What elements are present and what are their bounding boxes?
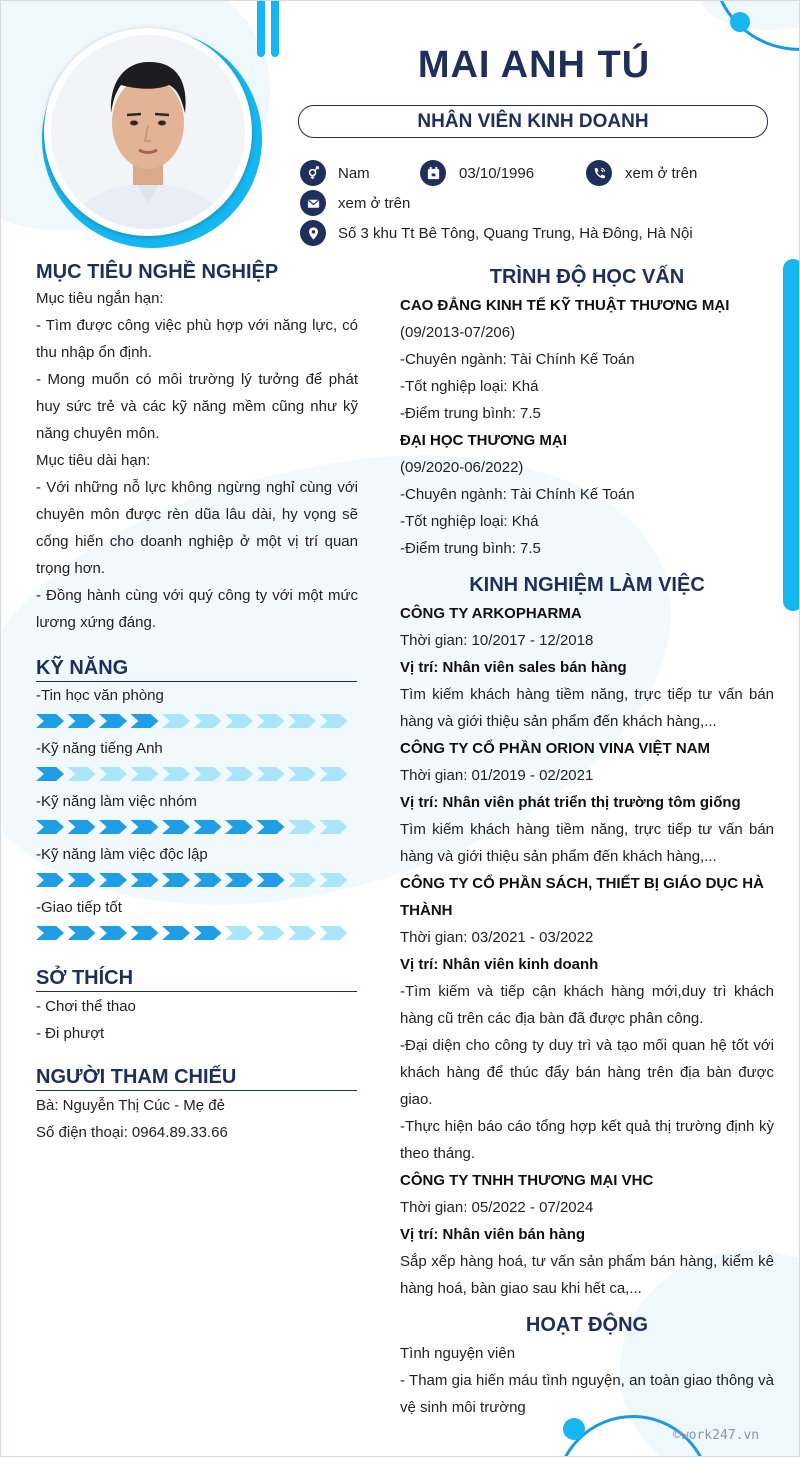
skill-item (36, 686, 357, 730)
school-major: -Chuyên ngành: Tài Chính Kế Toán (400, 351, 635, 368)
company-name: CÔNG TY CỔ PHẦN SÁCH, THIẾT BỊ GIÁO DỤC HÀ THÀNH (400, 875, 764, 919)
skill-item (36, 898, 357, 942)
rating-chevron-filled (36, 873, 64, 887)
watermark: ©work247.vn (673, 1428, 760, 1443)
job-period: Thời gian: 10/2017 - 12/2018 (400, 632, 594, 649)
job-title: NHÂN VIÊN KINH DOANH (298, 105, 768, 138)
job-position: Vị trí: Nhân viên bán hàng (400, 1226, 586, 1243)
rating-chevron-empty (194, 714, 222, 728)
rating-chevron-filled (131, 873, 159, 887)
school-name: CAO ĐẲNG KINH TẾ KỸ THUẬT THƯƠNG MẠI (400, 297, 730, 314)
rating-chevron-empty (99, 767, 127, 781)
avatar-portrait (51, 35, 245, 229)
location-icon (300, 220, 326, 246)
gender-icon (300, 160, 326, 186)
gender-text: Nam (338, 164, 370, 182)
activities-section (400, 1314, 774, 1421)
short-term-goal: - Tìm được công việc phù hợp với năng lực, có thu nhập ổn định. (36, 317, 358, 361)
company-name: CÔNG TY ARKOPHARMA (400, 605, 582, 622)
skill-item (36, 792, 357, 836)
rating-chevron-filled (36, 767, 64, 781)
rating-chevron-empty (320, 926, 348, 940)
hobby-item: - Chơi thể thao (36, 998, 136, 1015)
rating-chevron-filled (194, 926, 222, 940)
job-position: Vị trí: Nhân viên kinh doanh (400, 956, 599, 973)
experience-section (400, 574, 774, 1302)
rating-chevron-empty (288, 873, 316, 887)
reference-phone: Số điện thoại: 0964.89.33.66 (36, 1124, 228, 1141)
skill-name: -Kỹ năng tiếng Anh (36, 740, 163, 757)
rating-chevron-empty (257, 926, 285, 940)
rating-chevron-empty (288, 767, 316, 781)
email-item (300, 190, 410, 216)
rating-chevron-filled (99, 926, 127, 940)
rating-chevron-empty (225, 926, 253, 940)
rating-chevron-empty (257, 767, 285, 781)
address-text: Số 3 khu Tt Bê Tông, Quang Trung, Hà Đông, Hà Nội (338, 224, 693, 242)
job-description: Sắp xếp hàng hoá, tư vấn sản phẩm bán hàng, kiểm kê hàng hoá, bàn giao sau khi hết ca,... (400, 1253, 774, 1297)
rating-chevron-empty (225, 714, 253, 728)
job-period: Thời gian: 01/2019 - 02/2021 (400, 767, 594, 784)
skills-section (36, 657, 357, 942)
rating-chevron-filled (68, 714, 96, 728)
job-position: Vị trí: Nhân viên phát triển thị trường tôm giống (400, 794, 741, 811)
school-name: ĐẠI HỌC THƯƠNG MẠI (400, 432, 567, 449)
job-description: -Tìm kiếm và tiếp cận khách hàng mới,duy trì khách hàng cũ trên các địa bàn đã được phân công. (400, 983, 774, 1027)
activity-desc: - Tham gia hiến máu tình nguyện, an toàn giao thông và vệ sinh môi trường (400, 1372, 774, 1416)
job-block (400, 870, 774, 1167)
email-icon (300, 190, 326, 216)
job-description: Tìm kiếm khách hàng tiềm năng, trực tiếp tư vấn bán hàng và giới thiệu sản phẩm đến khách hàng,... (400, 686, 774, 730)
rating-chevron-filled (68, 873, 96, 887)
skills-list (36, 686, 357, 942)
phone-icon (586, 160, 612, 186)
rating-chevron-filled (225, 820, 253, 834)
skill-name: -Kỹ năng làm việc độc lập (36, 846, 208, 863)
skill-item (36, 739, 357, 783)
rating-chevron-empty (288, 820, 316, 834)
skill-name: -Kỹ năng làm việc nhóm (36, 793, 197, 810)
rating-chevron-empty (162, 714, 190, 728)
long-term-goal: - Đồng hành cùng với quý công ty với một mức lương xứng đáng. (36, 587, 358, 631)
rating-chevron-filled (131, 820, 159, 834)
skill-rating (36, 820, 357, 836)
address-item (300, 220, 693, 246)
school-gpa: -Điểm trung bình: 7.5 (400, 540, 541, 557)
phone-item (586, 160, 697, 186)
candidate-name: MAI ANH TÚ (417, 44, 651, 86)
school-gpa: -Điểm trung bình: 7.5 (400, 405, 541, 422)
activities-heading: HOẠT ĐỘNG (525, 1314, 649, 1336)
objective-section (36, 261, 358, 636)
school-grade: -Tốt nghiệp loại: Khá (400, 378, 539, 395)
rating-chevron-empty (131, 767, 159, 781)
skill-item (36, 845, 357, 889)
rating-chevron-empty (162, 767, 190, 781)
school-period: (09/2013-07/206) (400, 324, 516, 341)
activity-role: Tình nguyện viên (400, 1345, 516, 1362)
job-description: -Thực hiện báo cáo tổng hợp kết quả thị trường định kỳ theo tháng. (400, 1118, 774, 1162)
rating-chevron-filled (194, 820, 222, 834)
rating-chevron-filled (131, 926, 159, 940)
company-name: CÔNG TY CỔ PHẦN ORION VINA VIỆT NAM (400, 740, 711, 757)
education-section (400, 266, 774, 562)
job-position: Vị trí: Nhân viên sales bán hàng (400, 659, 627, 676)
objective-heading: MỤC TIÊU NGHỀ NGHIỆP (36, 261, 279, 283)
school-block (400, 427, 774, 562)
job-description: -Đại diện cho công ty duy trì và tạo mối quan hệ tốt với khách hàng để thúc đẩy bán hàng trên địa bàn được giao. (400, 1037, 774, 1108)
rating-chevron-filled (36, 820, 64, 834)
reference-heading: NGƯỜI THAM CHIẾU (36, 1066, 357, 1091)
rating-chevron-empty (225, 767, 253, 781)
job-block (400, 735, 774, 870)
rating-chevron-filled (36, 714, 64, 728)
school-major: -Chuyên ngành: Tài Chính Kế Toán (400, 486, 635, 503)
rating-chevron-empty (320, 873, 348, 887)
hobbies-section (36, 967, 357, 1047)
rating-chevron-filled (36, 926, 64, 940)
skill-name: -Tin học văn phòng (36, 687, 164, 704)
rating-chevron-filled (225, 873, 253, 887)
rating-chevron-filled (194, 873, 222, 887)
school-block (400, 292, 774, 427)
rating-chevron-filled (131, 714, 159, 728)
rating-chevron-filled (99, 820, 127, 834)
rating-chevron-empty (320, 820, 348, 834)
rating-chevron-filled (162, 926, 190, 940)
skill-rating (36, 926, 357, 942)
rating-chevron-empty (320, 767, 348, 781)
rating-chevron-filled (99, 714, 127, 728)
avatar (51, 35, 245, 229)
reference-person: Bà: Nguyễn Thị Cúc - Mẹ đẻ (36, 1097, 225, 1114)
job-period: Thời gian: 05/2022 - 07/2024 (400, 1199, 594, 1216)
rating-chevron-empty (68, 767, 96, 781)
rating-chevron-filled (162, 873, 190, 887)
jobs-list (400, 600, 774, 1302)
email-text: xem ở trên (338, 194, 411, 212)
calendar-icon (420, 160, 446, 186)
job-description: Tìm kiếm khách hàng tiềm năng, trực tiếp tư vấn bán hàng và giới thiệu sản phẩm đến khách hàng,... (400, 821, 774, 865)
skill-rating (36, 767, 357, 783)
long-term-goal: - Với những nỗ lực không ngừng nghỉ cùng với chuyên môn được rèn dũa lâu dài, hy vọng sẽ cống hiến cho doanh nghiệp ở một vị trí quan trọng hơn. (36, 479, 358, 577)
reference-section (36, 1066, 357, 1146)
short-term-goal: - Mong muốn có môi trường lý tưởng để phát huy sức trẻ và các kỹ năng mềm cũng như kỹ năng chuyên môn. (36, 371, 358, 442)
short-term-label: Mục tiêu ngắn hạn: (36, 290, 164, 307)
rating-chevron-empty (288, 714, 316, 728)
school-grade: -Tốt nghiệp loại: Khá (400, 513, 539, 530)
education-heading: TRÌNH ĐỘ HỌC VẤN (489, 266, 685, 288)
rating-chevron-filled (257, 820, 285, 834)
job-block (400, 1167, 774, 1302)
company-name: CÔNG TY TNHH THƯƠNG MẠI VHC (400, 1172, 654, 1189)
rating-chevron-empty (288, 926, 316, 940)
job-block (400, 600, 774, 735)
birthday-item (420, 160, 534, 186)
rating-chevron-filled (162, 820, 190, 834)
job-period: Thời gian: 03/2021 - 03/2022 (400, 929, 594, 946)
experience-heading: KINH NGHIỆM LÀM VIỆC (469, 574, 705, 596)
rating-chevron-filled (68, 820, 96, 834)
rating-chevron-filled (257, 873, 285, 887)
rating-chevron-filled (68, 926, 96, 940)
school-period: (09/2020-06/2022) (400, 459, 524, 476)
rating-chevron-empty (320, 714, 348, 728)
long-term-label: Mục tiêu dài hạn: (36, 452, 151, 469)
skill-rating (36, 714, 357, 730)
birthday-text: 03/10/1996 (459, 164, 535, 182)
skill-rating (36, 873, 357, 889)
hobbies-heading: SỞ THÍCH (36, 967, 357, 992)
gender-item (300, 160, 370, 186)
rating-chevron-empty (194, 767, 222, 781)
phone-text: xem ở trên (625, 164, 698, 182)
skills-heading: KỸ NĂNG (36, 657, 357, 682)
hobby-item: - Đi phượt (36, 1025, 105, 1042)
rating-chevron-empty (257, 714, 285, 728)
skill-name: -Giao tiếp tốt (36, 899, 122, 916)
rating-chevron-filled (99, 873, 127, 887)
